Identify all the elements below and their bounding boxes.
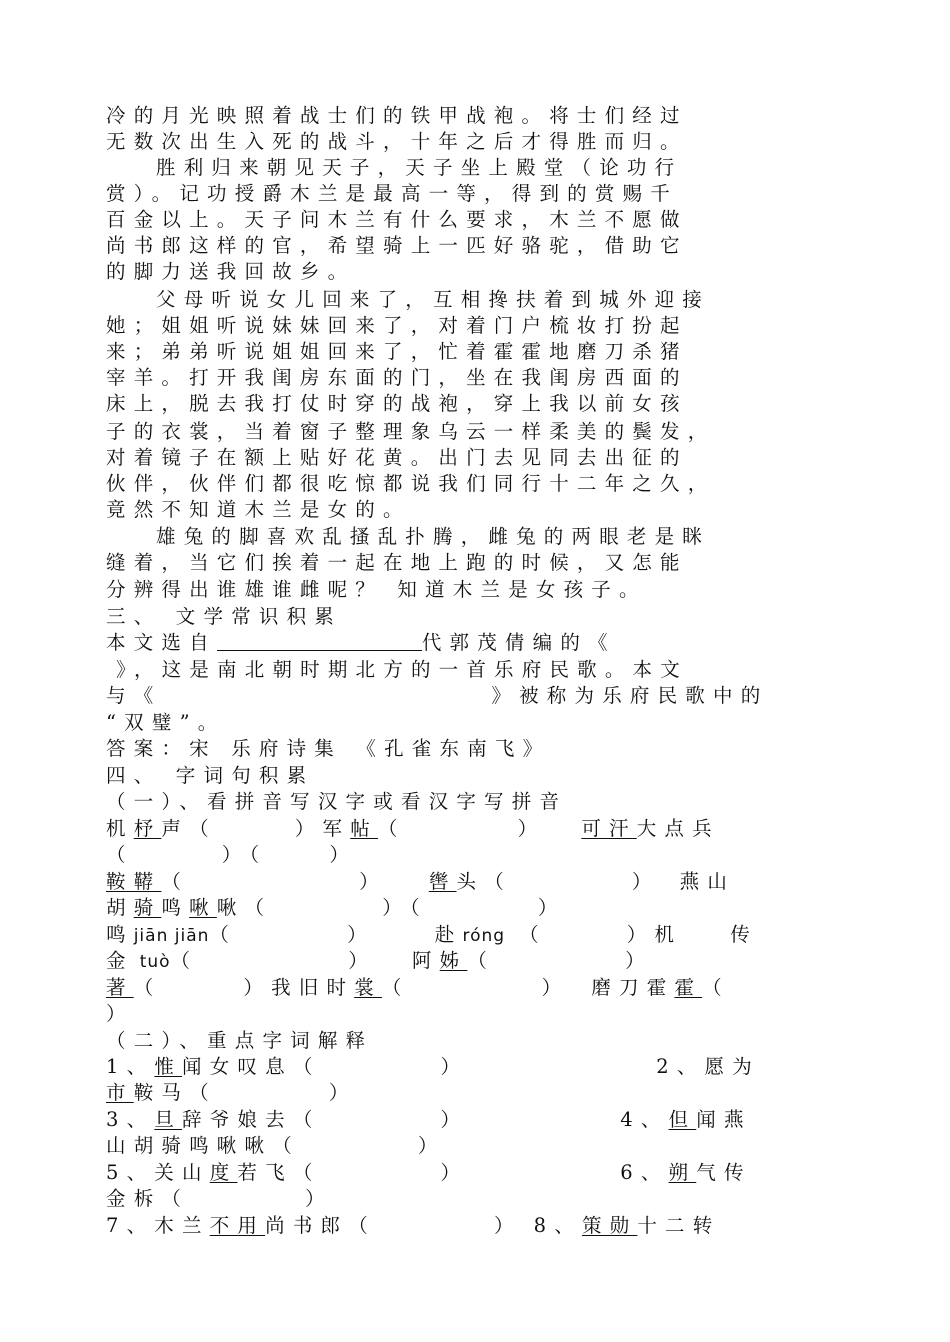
passage-line: 子的衣裳，当着窗子整理象乌云一样柔美的鬓发， — [106, 420, 716, 443]
exercise-row — [106, 842, 840, 868]
text-run: 气传 — [696, 1161, 752, 1184]
text-run: ） — [305, 1187, 333, 1210]
target-char: 市 — [106, 1081, 134, 1104]
pinyin: jiān jiān — [133, 926, 210, 946]
passage-line: 伙伴，伙伴们都很吃惊都说我们同行十二年之久， — [106, 472, 716, 495]
text-run: 赴 — [434, 923, 463, 946]
passage-line: 赏）。记功授爵木兰是最高一等，得到的赏赐千 — [106, 182, 678, 205]
text-run: 头（ — [456, 870, 512, 893]
text-run: （ — [106, 843, 134, 866]
text-run: 若飞（ — [237, 1161, 321, 1184]
text-run: 辞爷娘去（ — [182, 1108, 321, 1131]
text-run: 鸣 — [161, 896, 190, 919]
target-word: 策勋 — [581, 1214, 638, 1237]
text-run: 闻女叹息（ — [182, 1055, 321, 1078]
exercise-row — [106, 1107, 840, 1133]
exercise-row — [106, 1213, 840, 1239]
text-run: ） — [329, 843, 358, 866]
passage-line: 雄兔的脚喜欢乱搔乱扑腾，雌兔的两眼老是眯 — [156, 525, 711, 548]
exercise-row — [106, 1160, 840, 1186]
target-char: 度 — [209, 1161, 238, 1184]
target-word: 可汗 — [581, 817, 637, 840]
text-run: ）我旧时 — [243, 976, 355, 999]
text-run: 8、 — [533, 1214, 582, 1237]
target-char: 旦 — [154, 1108, 183, 1131]
pinyin: tuò — [139, 952, 171, 972]
exercise-row — [106, 1133, 840, 1159]
passage-line: 竟然不知道木兰是女的。 — [106, 498, 411, 521]
text-run: 大点兵 — [636, 817, 720, 840]
exercise-row — [106, 895, 840, 921]
target-char: 但 — [668, 1108, 697, 1131]
exercise-row — [106, 1186, 840, 1212]
text-run: （ — [381, 976, 410, 999]
text-run: 3、 — [106, 1108, 155, 1131]
text-run: （ — [170, 949, 199, 972]
fill-line: 》，这是南北朝时期北方的一首乐府民歌。本文 — [116, 658, 688, 681]
text-run: ） — [348, 949, 376, 972]
passage-line: 宰羊。打开我闺房东面的门，坐在我闺房西面的 — [106, 366, 688, 389]
target-word: 不用 — [209, 1214, 266, 1237]
text-run: ） — [440, 1055, 469, 1078]
text-run: ）军 — [294, 817, 351, 840]
text-run: （ — [519, 923, 547, 946]
text-run: （ — [702, 976, 730, 999]
text-run: 传 — [730, 923, 758, 946]
text-run: ）（ — [382, 896, 428, 919]
text-run: 代郭茂倩编的《 — [421, 631, 616, 654]
exercise-row — [106, 922, 840, 948]
exercise-row — [106, 869, 840, 895]
passage-line: 分辨得出谁雄谁雌呢？ 知道木兰是女孩子。 — [106, 578, 647, 601]
text-run: ） — [537, 896, 566, 919]
text-run: 机 — [106, 817, 134, 840]
target-char: 啾 — [189, 896, 217, 919]
passage-line: 胜利归来朝见天子，天子坐上殿堂（论功行 — [156, 156, 683, 179]
exercise-row — [106, 1054, 840, 1080]
exercise-row — [106, 948, 840, 974]
text-run: 声（ — [161, 817, 217, 840]
exercise-row — [106, 1080, 840, 1106]
text-run: 2、愿为 — [656, 1055, 760, 1078]
passage-line: 百金以上。天子问木兰有什么要求，木兰不愿做 — [106, 208, 688, 231]
section-heading: 三、 文学常识积累 — [106, 605, 342, 628]
target-char: 辔 — [428, 870, 457, 893]
text-run: 十二转 — [637, 1214, 721, 1237]
text-run: ） — [631, 870, 660, 893]
subsection-heading: （一）、看拼音写汉字或看汉字写拼音 — [106, 790, 568, 813]
passage-line: 对着镜子在额上贴好花黄。出门去见同去出征的 — [106, 446, 688, 469]
text-run: 尚书郎（ — [265, 1214, 376, 1237]
text-run: ） — [328, 1081, 357, 1104]
text-run: 鞍马（ — [133, 1081, 217, 1104]
section-heading: 四、 字词句积累 — [106, 764, 315, 787]
exercise-row — [106, 975, 840, 1001]
passage-line: 她；姐姐听说妹妹回来了，对着门户梳妆打扮起 — [106, 314, 688, 337]
text-run: 本文选自 — [106, 631, 217, 654]
text-run: 5、关山 — [106, 1161, 210, 1184]
text-run: 啾（ — [216, 896, 273, 919]
text-run: 阿 — [411, 949, 440, 972]
target-char: 骑 — [133, 896, 162, 919]
target-char: 霍 — [674, 976, 703, 999]
text-run: ） — [440, 1108, 469, 1131]
text-run: 闻燕 — [696, 1108, 752, 1131]
fill-line: “双璧”。 — [106, 711, 226, 734]
target-word: 鞍鞯 — [106, 870, 162, 893]
subsection-heading: （二）、重点字词解释 — [106, 1029, 374, 1052]
text-run: ） — [517, 817, 546, 840]
passage-line: 来；弟弟听说姐姐回来了，忙着霍霍地磨刀杀猪 — [106, 340, 688, 363]
passage-line: 缝着，当它们挨着一起在地上跑的时候，又怎能 — [106, 551, 688, 574]
target-char: 朔 — [668, 1161, 697, 1184]
passage-line: 尚书郎这样的官，希望骑上一匹好骆驼，借助它 — [106, 234, 688, 257]
text-run: 鸣 — [106, 923, 134, 946]
text-run: 胡 — [106, 896, 134, 919]
exercise-row — [106, 816, 840, 842]
text-run: 金 — [106, 949, 134, 972]
text-run: ） — [625, 949, 653, 972]
text-run: ） — [359, 870, 387, 893]
text-run: 》被称为乐府民歌中的 — [491, 684, 769, 707]
target-char: 杼 — [133, 817, 162, 840]
passage-line: 床上，脱去我打仗时穿的战袍，穿上我以前女孩 — [106, 392, 688, 415]
text-run: （ — [209, 923, 238, 946]
fill-line — [106, 683, 840, 709]
passage-line: 的脚力送我回故乡。 — [106, 260, 356, 283]
target-char: 裳 — [354, 976, 382, 999]
text-run: （ — [133, 976, 162, 999]
text-run: 6、 — [620, 1161, 669, 1184]
text-run: （ — [161, 870, 190, 893]
text-run: 4、 — [620, 1108, 669, 1131]
text-run: ）机 — [626, 923, 683, 946]
exercise-row: ） — [106, 1002, 134, 1025]
text-run: （ — [467, 949, 496, 972]
text-run: ） — [541, 976, 570, 999]
pinyin: róng — [462, 926, 506, 946]
answer-blank[interactable] — [217, 630, 422, 651]
target-char: 惟 — [154, 1055, 183, 1078]
text-run: 7、木兰 — [106, 1214, 210, 1237]
passage-line: 冷的月光映照着战士们的铁甲战袍。将士们经过 — [106, 104, 688, 127]
target-char: 著 — [106, 976, 134, 999]
text-run: 金柝（ — [106, 1187, 190, 1210]
target-char: 姊 — [439, 949, 468, 972]
answer-line: 答案：宋 乐府诗集 《孔雀东南飞》 — [106, 737, 551, 760]
text-run: 1、 — [106, 1055, 155, 1078]
text-run: ）（ — [221, 843, 268, 866]
text-run: 磨刀霍 — [591, 976, 675, 999]
fill-line — [106, 630, 840, 656]
passage-line: 父母听说女儿回来了，互相搀扶着到城外迎接 — [156, 288, 711, 311]
text-run: 山胡骑鸣啾啾（ — [106, 1134, 300, 1157]
text-run: （ — [377, 817, 406, 840]
text-run: ） — [417, 1134, 446, 1157]
text-run: ） — [493, 1214, 522, 1237]
text-run: ） — [347, 923, 375, 946]
text-run: 燕山 — [679, 870, 736, 893]
text-run: ） — [440, 1161, 469, 1184]
target-char: 帖 — [350, 817, 378, 840]
text-run: 与《 — [106, 684, 162, 707]
passage-line: 无数次出生入死的战斗，十年之后才得胜而归。 — [106, 130, 688, 153]
